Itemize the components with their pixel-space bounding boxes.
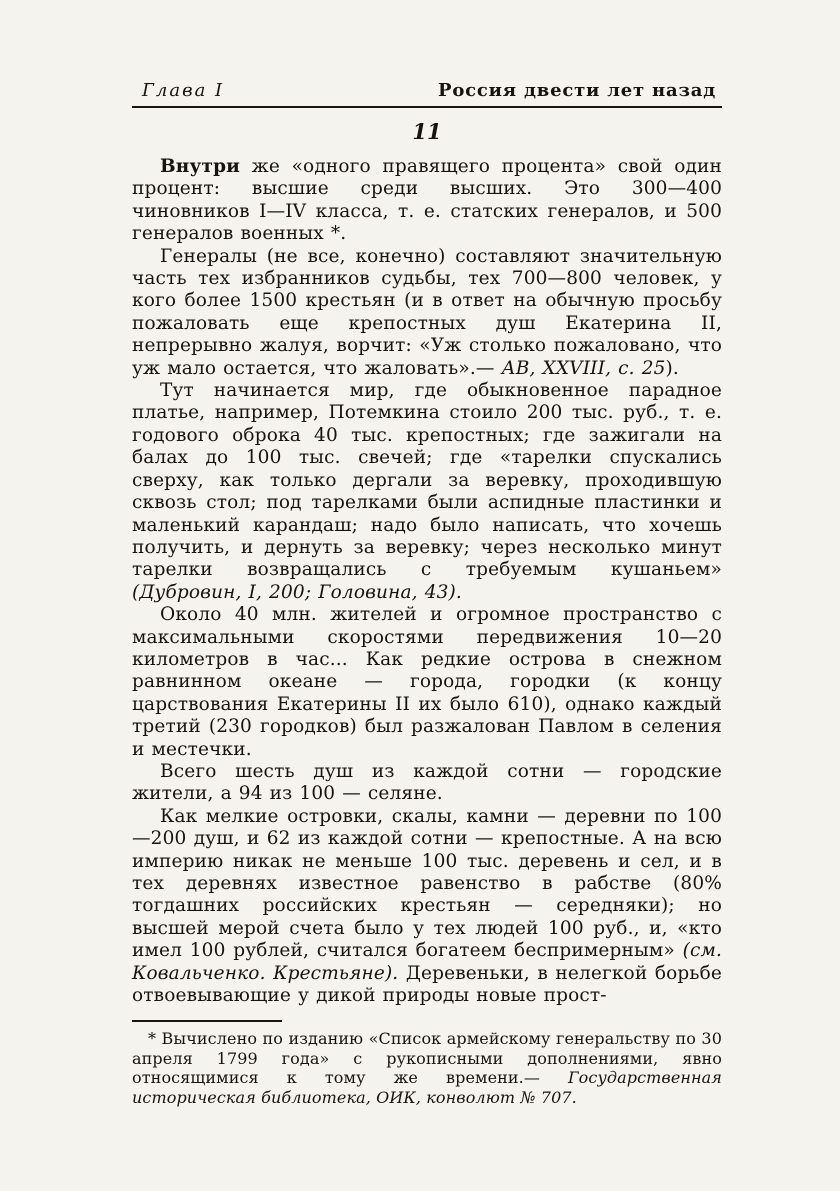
paragraph: [132, 806, 722, 1008]
text-segment: (Дубровин, I, 200; Головина, 43).: [132, 581, 462, 603]
paragraph: [132, 156, 722, 246]
paragraph: [132, 761, 722, 806]
text-segment: АВ, XXVIII, с. 25: [501, 357, 666, 379]
text-segment: (см. Ковальченко. Крестьяне).: [132, 940, 722, 984]
text-segment: Тут начинается мир, где обыкновенное парадное платье, например, Потемкина стоило 200 тыс. руб., т. е. годового оброка 40 тыс. крепостных; где зажигали на балах до 100 тыс. свечей; где «тарелки спускались сверху, как только дергали за веревку, проходившую сквозь стол; под тарелками были аспидные пластинки и маленький карандаш; надо было написать, что хочешь получить, и дернуть за веревку; через несколько минут тарелки возвращались с требуемым кушаньем»: [132, 380, 722, 581]
text-segment: ).: [665, 357, 679, 379]
footnote: [132, 1029, 722, 1107]
text-segment: Около 40 млн. жителей и огромное пространство с максимальными скоростями передвижения 10—20 километров в час... Как редкие острова в снежном равнинном океане — города, городки (к концу царствования Екатерины II их было 610), однако каждый третий (230 городков) был разжалован Павлом в селения и местечки.: [132, 604, 722, 760]
text-segment: Внутри: [160, 156, 241, 177]
text-segment: Государственная историческая библиотека, ОИК, конволют № 707.: [132, 1068, 722, 1107]
paragraph: [132, 380, 722, 604]
running-head: [132, 80, 722, 106]
page-number: 11: [412, 119, 442, 144]
text-segment: Всего шесть душ из каждой сотни — городские жители, а 94 из 100 — селяне.: [132, 760, 722, 805]
footnote-rule: [132, 1020, 282, 1022]
text-segment: * Вычислено по изданию «Список армейскому генеральству по 30 апреля 1799 года» с рукописными дополнениями, явно относящимися к тому же времени.—: [132, 1029, 722, 1088]
text-segment: Деревеньки, в нелегкой борьбе отвоевывающие у дикой природы новые прост-: [132, 962, 722, 1007]
book-title: Россия двести лет назад: [437, 80, 716, 101]
text-segment: Как мелкие островки, скалы, камни — деревни по 100—200 душ, и 62 из каждой сотни — крепостные. А на всю империю никак не меньше 100 тыс. деревень и сел, и в тех деревнях известное равенство в рабстве (80% тогдашних российских крестьян — середняки); но высшей мерой счета было у тех людей 100 руб., и, «кто имел 100 рублей, считался богатеем беспримерным»: [132, 805, 722, 962]
body-text: [132, 156, 722, 1007]
header-rule: [132, 106, 722, 108]
chapter-label: Глава I: [142, 80, 225, 101]
paragraph: [132, 604, 722, 761]
paragraph: [132, 246, 722, 380]
text-segment: же «одного правящего процента» свой один процент: высшие среди высших. Это 300—400 чиновников I—IV класса, т. е. статских генералов, и 500 генералов военных *.: [132, 156, 722, 245]
text-segment: Генералы (не все, конечно) составляют значительную часть тех избранников судьбы, тех 700—800 человек, у кого более 1500 крестьян (и в ответ на обычную просьбу пожаловать еще крепостных душ Екатерина II, непрерывно жалуя, ворчит: «Уж столько пожаловано, что уж мало остается, что жаловать».—: [132, 245, 722, 379]
